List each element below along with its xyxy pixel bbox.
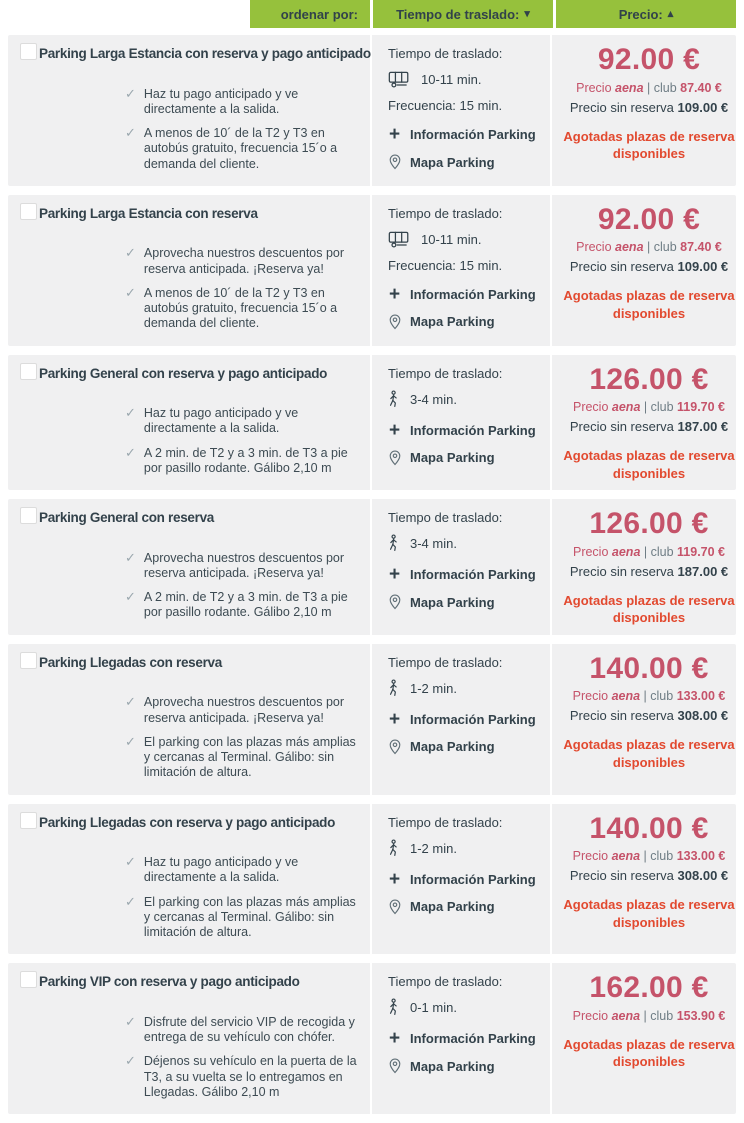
club-price-prefix: Precio — [572, 1008, 609, 1023]
frequency-text: Frecuencia: 15 min. — [388, 257, 503, 273]
frequency-text: Frecuencia: 15 min. — [388, 98, 503, 113]
no-reservation-price-label: Precio sin reserva — [569, 419, 674, 435]
check-icon: ✓ — [125, 1013, 136, 1029]
no-reservation-price-label: Precio sin reserva — [569, 259, 674, 275]
check-icon: ✓ — [125, 405, 136, 421]
parking-select-checkbox[interactable] — [20, 203, 37, 220]
plus-icon: + — [388, 124, 401, 145]
transfer-info-column — [370, 499, 552, 635]
check-icon: ✓ — [125, 589, 136, 605]
parking-card-description — [8, 355, 370, 491]
no-reservation-price-line — [558, 419, 740, 434]
club-price-separator: | club — [647, 240, 677, 255]
mapa-parking-link[interactable] — [388, 314, 544, 330]
check-icon: ✓ — [125, 245, 136, 261]
sold-out-notice: Agotadas plazas de reserva disponibles — [563, 897, 735, 930]
aena-logo-text: aena — [615, 80, 644, 95]
parking-feature-text: Déjenos su vehículo en la puerta de la T3, a su vuelta se lo entregamos en Llegadas. Gálibo 2,10 m — [143, 1054, 357, 1099]
transfer-time-value: 0-1 min. — [410, 1000, 457, 1016]
club-price-line — [558, 400, 740, 414]
mapa-parking-label: Mapa Parking — [410, 1058, 495, 1074]
mapa-parking-link[interactable] — [388, 899, 544, 915]
parking-card — [8, 963, 736, 1114]
bus-icon — [388, 231, 410, 248]
parking-features — [125, 855, 365, 940]
bus-icon — [388, 71, 410, 88]
parking-feature — [125, 551, 365, 582]
parking-feature-text: Haz tu pago anticipado y ve directamente a la salida. — [143, 406, 299, 436]
parking-card-description — [8, 804, 370, 955]
informacion-parking-link[interactable] — [388, 1028, 544, 1050]
transfer-time-row — [388, 390, 544, 409]
price: 140.00 € — [589, 811, 709, 845]
parking-feature — [125, 126, 365, 172]
plus-icon: + — [388, 564, 401, 586]
club-price-line — [558, 689, 740, 703]
sort-price-text: Precio: — [618, 6, 663, 22]
transfer-time-label: Tiempo de traslado: — [388, 974, 503, 990]
informacion-parking-link[interactable] — [388, 283, 544, 305]
plus-icon: + — [388, 708, 401, 730]
informacion-parking-label: Información Parking — [410, 286, 536, 302]
parking-feature-text: El parking con las plazas más amplias y cercanas al Terminal. Gálibo: sin limitación de altura. — [143, 894, 356, 940]
parking-feature-text: A 2 min. de T2 y a 3 min. de T3 a pie por pasillo rodante. Gálibo 2,10 m — [143, 445, 348, 475]
club-price-value: 87.40 € — [680, 240, 722, 255]
transfer-time-label: Tiempo de traslado: — [388, 814, 503, 830]
map-pin-icon — [388, 314, 401, 330]
club-price-value: 153.90 € — [676, 1008, 726, 1023]
club-price-line — [558, 545, 740, 559]
parking-select-checkbox[interactable] — [20, 971, 37, 988]
transfer-time-row — [388, 679, 544, 698]
parking-title: Parking General con reserva — [39, 510, 214, 526]
plus-icon: + — [388, 868, 401, 890]
transfer-info-column — [370, 804, 552, 955]
aena-logo-text: aena — [611, 400, 641, 415]
transfer-time-label: Tiempo de traslado: — [388, 654, 503, 670]
parking-feature-text: Haz tu pago anticipado y ve directamente a la salida. — [143, 86, 299, 116]
mapa-parking-link[interactable] — [388, 450, 544, 466]
transfer-time-label: Tiempo de traslado: — [388, 205, 503, 221]
parking-feature-text: A menos de 10´ de la T2 y T3 en autobús gratuito, frecuencia 15´o a demanda del cliente. — [143, 285, 338, 331]
sort-by-transfer-time-button[interactable] — [373, 0, 553, 28]
no-reservation-price-label: Precio sin reserva — [569, 868, 674, 884]
parking-feature — [125, 735, 365, 781]
mapa-parking-label: Mapa Parking — [410, 739, 495, 755]
club-price-prefix: Precio — [572, 400, 609, 415]
map-pin-icon — [388, 594, 401, 610]
parking-list — [0, 35, 744, 1114]
walking-icon — [388, 998, 399, 1017]
map-pin-icon — [388, 739, 401, 755]
transfer-time-value: 3-4 min. — [410, 536, 457, 552]
parking-feature-text: Aprovecha nuestros descuentos por reserva anticipada. ¡Reserva ya! — [143, 695, 345, 725]
transfer-info-column — [370, 644, 552, 795]
mapa-parking-link[interactable] — [388, 739, 544, 755]
parking-title: Parking General con reserva y pago anticipado — [39, 365, 328, 381]
informacion-parking-label: Información Parking — [410, 871, 536, 887]
club-price-value: 133.00 € — [676, 689, 726, 704]
parking-title: Parking Llegadas con reserva — [39, 654, 222, 670]
check-icon: ✓ — [125, 125, 136, 141]
parking-feature — [125, 87, 365, 118]
walking-icon — [388, 534, 399, 553]
club-price-separator: | club — [643, 1008, 674, 1023]
aena-logo-text: aena — [611, 849, 641, 864]
no-reservation-price-value: 308.00 € — [677, 708, 729, 724]
walking-icon — [388, 679, 399, 698]
no-reservation-price-line — [558, 259, 740, 274]
club-price-line — [558, 240, 740, 254]
price: 92.00 € — [597, 202, 701, 236]
transfer-info-column — [370, 195, 552, 346]
parking-card-description — [8, 499, 370, 635]
mapa-parking-label: Mapa Parking — [410, 154, 495, 170]
parking-card — [8, 195, 736, 346]
price: 162.00 € — [589, 971, 709, 1005]
club-price-value: 119.70 € — [677, 400, 725, 415]
sold-out-notice: Agotadas plazas de reserva disponibles — [563, 288, 735, 321]
transfer-time-row — [388, 839, 544, 858]
parking-card — [8, 644, 736, 795]
parking-title: Parking Llegadas con reserva y pago anticipado — [39, 814, 336, 830]
price: 92.00 € — [597, 43, 701, 76]
check-icon: ✓ — [125, 854, 136, 870]
check-icon: ✓ — [125, 549, 136, 565]
price-column — [552, 963, 744, 1114]
parking-features — [125, 695, 365, 780]
parking-card-description — [8, 195, 370, 346]
parking-select-checkbox[interactable] — [20, 812, 37, 829]
informacion-parking-link[interactable] — [388, 708, 544, 730]
price: 140.00 € — [589, 651, 709, 685]
transfer-time-value: 10-11 min. — [421, 72, 482, 87]
price-column — [552, 195, 744, 346]
sort-transfer-time-text: Tiempo de traslado: — [396, 6, 520, 22]
parking-features — [125, 87, 365, 172]
parking-feature-text: El parking con las plazas más amplias y cercanas al Terminal. Gálibo: sin limitación de altura. — [143, 734, 356, 780]
parking-features — [125, 551, 365, 621]
parking-feature — [125, 406, 365, 437]
plus-icon: + — [388, 1028, 401, 1050]
mapa-parking-label: Mapa Parking — [410, 594, 495, 610]
price-column — [552, 35, 744, 186]
mapa-parking-label: Mapa Parking — [410, 314, 495, 330]
no-reservation-price-value: 187.00 € — [677, 419, 729, 435]
map-pin-icon — [388, 154, 401, 170]
transfer-time-row — [388, 998, 544, 1017]
aena-logo-text: aena — [615, 240, 644, 255]
sold-out-notice: Agotadas plazas de reserva disponibles — [563, 737, 735, 770]
map-pin-icon — [388, 1058, 401, 1074]
no-reservation-price-value: 109.00 € — [677, 259, 729, 275]
parking-title: Parking Larga Estancia con reserva y pago anticipado — [39, 46, 371, 61]
sort-by-price-button[interactable] — [556, 0, 736, 28]
parking-select-checkbox[interactable] — [20, 652, 37, 669]
club-price-separator: | club — [643, 849, 674, 864]
parking-card — [8, 35, 736, 186]
informacion-parking-label: Información Parking — [410, 127, 536, 143]
transfer-time-value: 3-4 min. — [410, 391, 457, 407]
club-price-separator: | club — [643, 689, 674, 704]
transfer-time-row — [388, 534, 544, 553]
no-reservation-price-line — [558, 564, 740, 579]
no-reservation-price-line — [558, 708, 740, 723]
parking-feature — [125, 590, 365, 621]
informacion-parking-link[interactable] — [388, 564, 544, 586]
check-icon: ✓ — [125, 893, 136, 909]
club-price-prefix: Precio — [572, 849, 609, 864]
check-icon: ✓ — [125, 733, 136, 749]
transfer-time-row — [388, 70, 544, 89]
transfer-time-label: Tiempo de traslado: — [388, 46, 503, 61]
club-price-value: 133.00 € — [676, 849, 726, 864]
parking-select-checkbox[interactable] — [20, 43, 37, 60]
parking-card — [8, 355, 736, 491]
parking-features — [125, 246, 365, 331]
transfer-info-column — [370, 355, 552, 491]
transfer-info-column — [370, 963, 552, 1114]
mapa-parking-label: Mapa Parking — [410, 899, 495, 915]
parking-feature-text: A 2 min. de T2 y a 3 min. de T3 a pie por pasillo rodante. Gálibo 2,10 m — [143, 590, 348, 620]
sold-out-notice: Agotadas plazas de reserva disponibles — [563, 128, 735, 162]
sort-bar — [8, 0, 736, 28]
informacion-parking-label: Información Parking — [410, 1031, 536, 1047]
sold-out-notice: Agotadas plazas de reserva disponibles — [563, 448, 735, 481]
no-reservation-price-value: 109.00 € — [677, 99, 729, 115]
parking-feature — [125, 286, 365, 332]
parking-card — [8, 499, 736, 635]
club-price-value: 87.40 € — [680, 80, 722, 95]
parking-card-description — [8, 963, 370, 1114]
parking-features — [125, 406, 365, 476]
parking-card-description — [8, 644, 370, 795]
parking-card — [8, 804, 736, 955]
aena-logo-text: aena — [611, 1008, 641, 1023]
sort-by-label-text: ordenar por: — [280, 6, 358, 22]
parking-feature-text: Haz tu pago anticipado y ve directamente a la salida. — [143, 855, 299, 885]
no-reservation-price-line — [558, 868, 740, 883]
mapa-parking-label: Mapa Parking — [410, 450, 495, 466]
parking-feature — [125, 1054, 365, 1100]
parking-feature — [125, 895, 365, 941]
check-icon: ✓ — [125, 1053, 136, 1069]
club-price-separator: | club — [643, 400, 674, 415]
check-icon: ✓ — [125, 284, 136, 300]
transfer-time-value: 10-11 min. — [421, 231, 482, 247]
price-column — [552, 499, 744, 635]
mapa-parking-link[interactable] — [388, 154, 544, 170]
no-reservation-price-value: 308.00 € — [677, 868, 729, 884]
sort-by-label — [250, 0, 370, 28]
aena-logo-text: aena — [611, 689, 641, 704]
no-reservation-price-label: Precio sin reserva — [569, 563, 674, 579]
club-price-line — [558, 849, 740, 863]
club-price-value: 119.70 € — [677, 544, 725, 559]
transfer-time-value: 1-2 min. — [410, 840, 457, 856]
informacion-parking-link[interactable] — [388, 419, 544, 441]
parking-title: Parking Larga Estancia con reserva — [39, 205, 258, 221]
transfer-time-label: Tiempo de traslado: — [388, 510, 503, 526]
transfer-time-value: 1-2 min. — [410, 680, 457, 696]
price-column — [552, 355, 744, 491]
price-column — [552, 804, 744, 955]
parking-card-description — [8, 35, 370, 186]
parking-feature — [125, 246, 365, 277]
parking-feature-text: Aprovecha nuestros descuentos por reserva anticipada. ¡Reserva ya! — [143, 550, 345, 580]
price: 126.00 € — [589, 507, 709, 541]
map-pin-icon — [388, 450, 401, 466]
no-reservation-price-line — [558, 100, 740, 115]
parking-features — [125, 1015, 365, 1100]
parking-feature-text: Disfrute del servicio VIP de recogida y entrega de su vehículo con chófer. — [143, 1014, 355, 1045]
informacion-parking-label: Información Parking — [410, 567, 536, 583]
parking-feature — [125, 1015, 365, 1046]
club-price-prefix: Precio — [576, 80, 612, 95]
informacion-parking-label: Información Parking — [410, 711, 536, 727]
walking-icon — [388, 839, 399, 858]
chevron-down-icon: ▾ — [524, 7, 530, 20]
plus-icon: + — [388, 283, 401, 305]
walking-icon — [388, 390, 399, 409]
sold-out-notice: Agotadas plazas de reserva disponibles — [563, 592, 735, 626]
price: 126.00 € — [589, 362, 709, 396]
check-icon: ✓ — [125, 694, 136, 710]
sold-out-notice: Agotadas plazas de reserva disponibles — [563, 1036, 735, 1070]
sort-bar-spacer — [8, 0, 247, 28]
check-icon: ✓ — [125, 444, 136, 460]
mapa-parking-link[interactable] — [388, 594, 544, 610]
club-price-prefix: Precio — [576, 240, 612, 255]
informacion-parking-label: Información Parking — [410, 422, 536, 438]
plus-icon: + — [388, 419, 401, 441]
mapa-parking-link[interactable] — [388, 1058, 544, 1074]
no-reservation-price-label: Precio sin reserva — [569, 99, 674, 115]
price-column — [552, 644, 744, 795]
map-pin-icon — [388, 899, 401, 915]
club-price-separator: | club — [643, 544, 674, 559]
parking-feature — [125, 855, 365, 886]
club-price-line — [558, 81, 740, 95]
transfer-info-column — [370, 35, 552, 186]
parking-feature — [125, 446, 365, 477]
check-icon: ✓ — [125, 85, 136, 101]
parking-feature — [125, 695, 365, 726]
club-price-line — [558, 1009, 740, 1023]
parking-select-checkbox[interactable] — [20, 363, 37, 380]
parking-select-checkbox[interactable] — [20, 507, 37, 524]
parking-feature-text: Aprovecha nuestros descuentos por reserva anticipada. ¡Reserva ya! — [143, 246, 345, 276]
parking-feature-text: A menos de 10´ de la T2 y T3 en autobús gratuito, frecuencia 15´o a demanda del cliente. — [143, 126, 338, 171]
club-price-prefix: Precio — [572, 689, 609, 704]
club-price-prefix: Precio — [572, 544, 609, 559]
club-price-separator: | club — [647, 80, 677, 95]
aena-logo-text: aena — [611, 544, 641, 559]
informacion-parking-link[interactable] — [388, 868, 544, 890]
parking-title: Parking VIP con reserva y pago anticipado — [39, 974, 300, 990]
informacion-parking-link[interactable] — [388, 126, 544, 143]
transfer-time-label: Tiempo de traslado: — [388, 365, 503, 381]
no-reservation-price-label: Precio sin reserva — [569, 708, 674, 724]
no-reservation-price-value: 187.00 € — [677, 563, 729, 579]
transfer-time-row — [388, 230, 544, 249]
chevron-up-icon: ▴ — [667, 7, 674, 20]
